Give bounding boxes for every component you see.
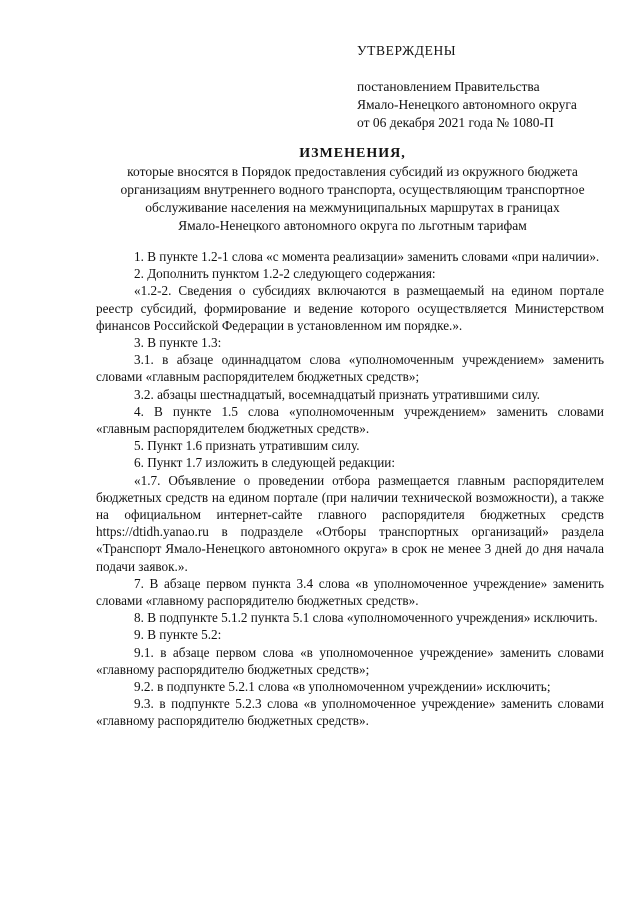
paragraph: «1.7. Объявление о проведении отбора размещается главным распорядителем бюджетных средств на едином портале (при наличии технической возможности), а также на официальном интернет-сайте главного распорядителя бюджетных средств https://dtidh.yanao.ru в подразделе «Отборы транспортных организаций» раздела «Транспорт Ямало-Ненецкого автономного округа» в срок не менее 3 дней до дня начала подачи заявок.».: [96, 472, 604, 574]
subtitle-line-2: организациям внутреннего водного транспорта, осуществляющим транспортное: [120, 182, 585, 197]
document-title-block: [90, 145, 615, 235]
approved-label: УТВЕРЖДЕНЫ: [357, 43, 457, 58]
paragraph: 5. Пункт 1.6 признать утратившим силу.: [134, 438, 360, 454]
document-title: ИЗМЕНЕНИЯ,: [299, 146, 406, 161]
subtitle-line-4: Ямало-Ненецкого автономного округа по льготным тарифам: [178, 218, 527, 233]
paragraph: 3.2. абзацы шестнадцатый, восемнадцатый признать утратившими силу.: [134, 386, 540, 402]
paragraph: 4. В пункте 1.5 слова «уполномоченным учреждением» заменить словами «главным распорядителем бюджетных средств».: [96, 403, 604, 437]
paragraph: 9.1. в абзаце первом слова «в уполномоченное учреждение» заменить словами «главному распорядителю бюджетных средств»;: [96, 644, 604, 677]
paragraph: 9.3. в подпункте 5.2.3 слова «в уполномоченное учреждение» заменить словами «главному распорядителю бюджетных средств».: [96, 696, 604, 729]
paragraph: «1.2-2. Сведения о субсидиях включаются в размещаемый на едином портале реестр субсидий, формирование и ведение которого осуществляется Министерством финансов Российской Федерации в установленном им порядке.».: [96, 283, 604, 333]
paragraph: 8. В подпункте 5.1.2 пункта 5.1 слова «уполномоченного учреждения» исключить.: [134, 610, 598, 626]
approval-stamp: [357, 42, 627, 132]
paragraph: 7. В абзаце первом пункта 3.4 слова «в уполномоченное учреждение» заменить словами «главному распорядителю бюджетных средств».: [96, 575, 604, 609]
paragraph: 3. В пункте 1.3:: [134, 335, 222, 351]
approval-line-1: постановлением Правительства: [357, 79, 540, 94]
subtitle-line-3: обслуживание населения на межмуниципальных маршрутах в границах: [145, 200, 560, 215]
paragraph: 9. В пункте 5.2:: [134, 627, 222, 643]
paragraph: 1. В пункте 1.2-1 слова «с момента реализации» заменить словами «при наличии».: [134, 249, 600, 264]
subtitle-line-1: которые вносятся в Порядок предоставления субсидий из окружного бюджета: [127, 164, 578, 179]
document-body: [96, 248, 604, 730]
approval-line-3: от 06 декабря 2021 года № 1080-П: [357, 115, 554, 130]
paragraph: 6. Пункт 1.7 изложить в следующей редакции:: [134, 455, 396, 471]
paragraph: 9.2. в подпункте 5.2.1 слова «в уполномоченном учреждении» исключить;: [134, 679, 551, 695]
approval-line-2: Ямало-Ненецкого автономного округа: [357, 97, 577, 112]
paragraph: 2. Дополнить пунктом 1.2-2 следующего содержания:: [134, 266, 436, 282]
paragraph: 3.1. в абзаце одиннадцатом слова «уполномоченным учреждением» заменить словами «главным распорядителем бюджетных средств»;: [96, 352, 604, 385]
